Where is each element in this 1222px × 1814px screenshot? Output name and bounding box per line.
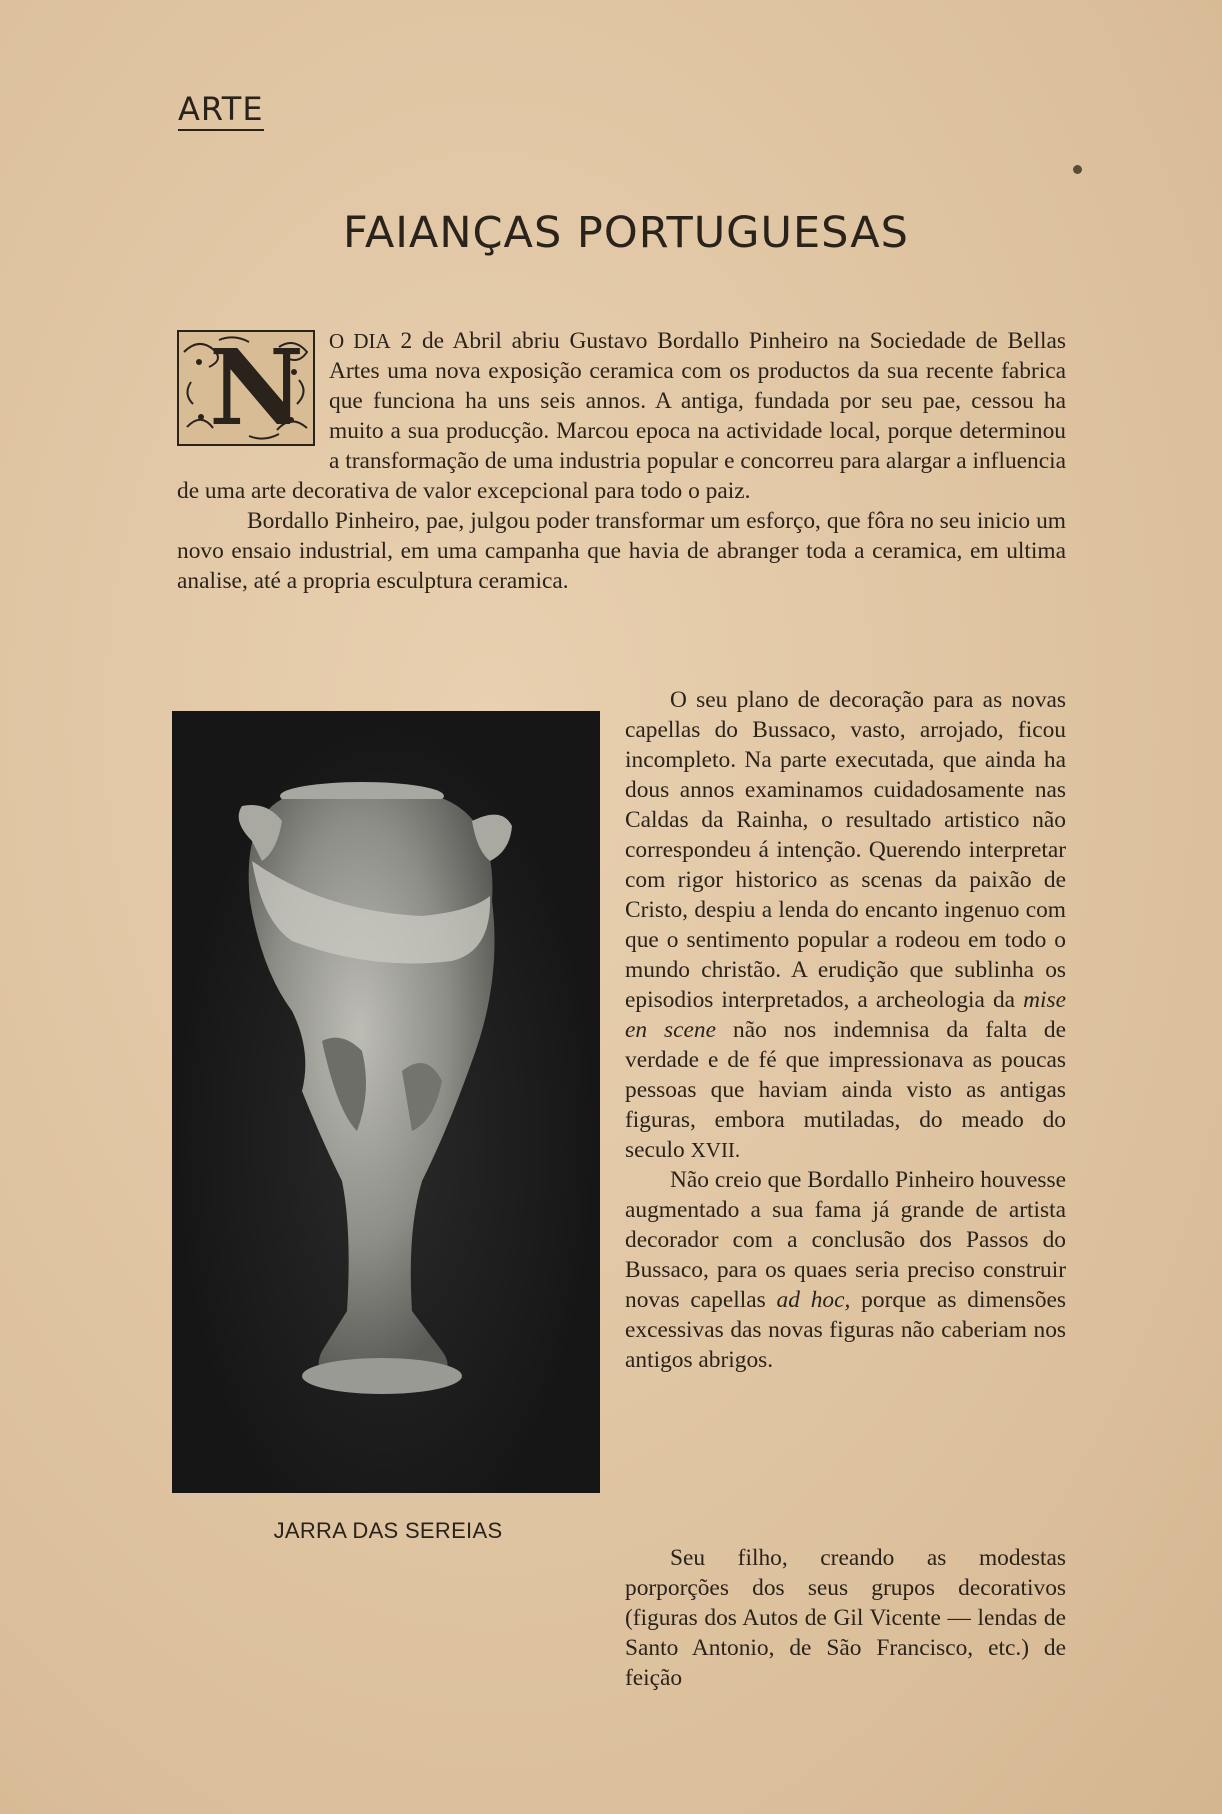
paragraph-5: Seu filho, creando as modestas porporções dos seus grupos decorativos (figuras dos Autos de Gil Vicente — lendas de Santo Antonio, de São Francisco, etc.) de feição: [625, 1545, 1066, 1691]
paragraph-4-emphasis: ad hoc,: [776, 1287, 851, 1313]
paragraph-3-emphasis: mise en scene: [625, 987, 1066, 1043]
vase-photo: [172, 711, 600, 1493]
article-title: FAIANÇAS PORTUGUESAS: [343, 208, 909, 258]
section-label: ARTE: [178, 92, 264, 131]
paragraph-4-text-a: Não creio que Bordallo Pinheiro houvesse augmentado a sua fama já grande de artista decorador com a conclusão dos Passos do Bussaco, para os quaes seria preciso construir novas capellas: [625, 1167, 1066, 1313]
paragraph-1: [177, 326, 1066, 506]
dropcap-ornament: [177, 330, 315, 446]
paragraph-2: Bordallo Pinheiro, pae, julgou poder transformar um esforço, que fôra no seu inicio um novo ensaio industrial, em uma campanha que havia de abranger toda a ceramica, em ultima analise, até a propria esculptura ceramica.: [177, 508, 1066, 594]
lead-words: O DIA: [329, 329, 391, 353]
century-numeral: XVII.: [690, 1138, 741, 1162]
right-column: [625, 685, 1066, 1375]
paragraph-3: [625, 685, 1066, 1165]
intro-paragraphs: [177, 326, 1066, 596]
paragraph-4-text-b: porque as dimensões excessivas das novas figuras não caberiam nos antigos abrigos.: [625, 1287, 1066, 1373]
ink-speck: [1073, 165, 1082, 174]
paragraph-4: [625, 1165, 1066, 1375]
photo-caption: JARRA DAS SEREIAS: [273, 1518, 503, 1543]
bottom-paragraph: [177, 1543, 1066, 1693]
paragraph-3-text-b: não nos indemnisa da falta de verdade e de fé que impressionava as poucas pessoas que haviam ainda visto as antigas figuras, embora mutiladas, do meado do seculo: [625, 1017, 1067, 1163]
paragraph-3-text-a: O seu plano de decoração para as novas capellas do Bussaco, vasto, arrojado, ficou incompleto. Na parte executada, que ainda ha dous annos examinamos cuidadosamente nas Caldas da Rainha, o resultado artistico não correspondeu á intenção. Querendo interpretar com rigor historico as scenas da paixão de Cristo, despiu a lenda do encanto ingenuo com que o sentimento popular a rodeou em todo o mundo christão. A erudição que sublinha os episodios interpretados, a archeologia da: [625, 687, 1066, 1013]
dropcap-letter: N: [209, 330, 305, 446]
vase-illustration-icon: [172, 711, 600, 1493]
paragraph-1-text: 2 de Abril abriu Gustavo Bordallo Pinheiro na Sociedade de Bellas Artes uma nova exposição ceramica com os productos da sua recente fabrica que funciona ha uns seis annos. A antiga, fundada por seu pae, cessou ha muito a sua producção. Marcou epoca na actividade local, porque determinou a transformação de uma industria popular e concorreu para alargar a influencia de uma arte decorativa de valor excepcional para todo o paiz.: [177, 328, 1067, 504]
